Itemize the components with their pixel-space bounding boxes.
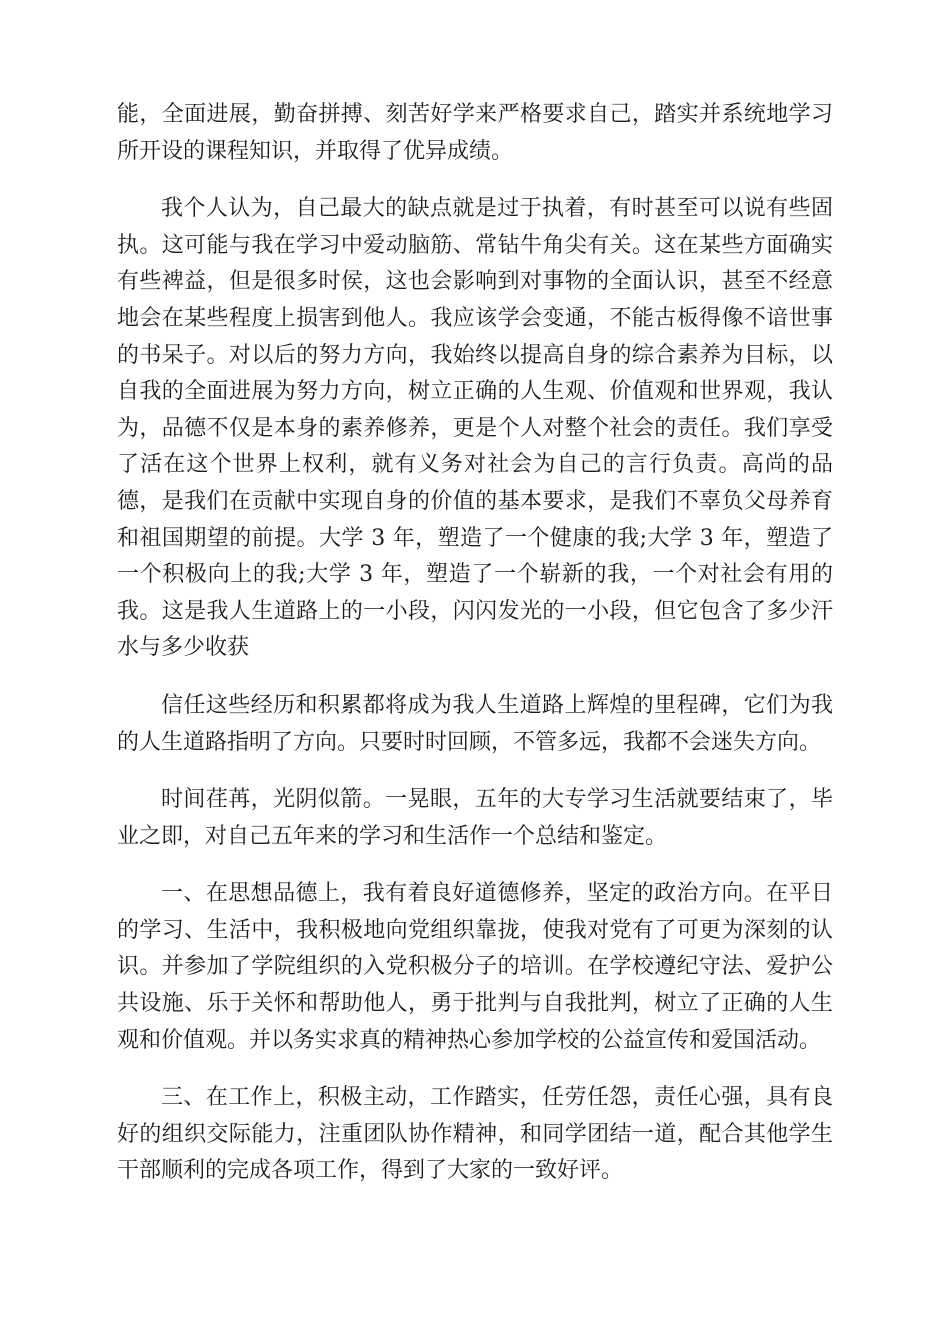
paragraph-moral-character: 一、在思想品德上，我有着良好道德修养，坚定的政治方向。在平日的学习、生活中，我积极地向党组织靠拢，使我对党有了可更为深刻的认识。并参加了学院组织的入党积极分子的培训。在学校遵纪守法、爱护公共设施、乐于关怀和帮助他人，勇于批判与自我批判，树立了正确的人生观和价值观。并以务实求真的精神热心参加学校的公益宣传和爱国活动。 — [117, 881, 833, 1053]
paragraph-shortcomings: 我个人认为，自己最大的缺点就是过于执着，有时甚至可以说有些固执。这可能与我在学习中爱动脑筋、常钻牛角尖有关。这在某些方面确实有些裨益，但是很多时侯，这也会影响到对事物的全面认识，甚至不经意地会在某些程度上损害到他人。我应该学会变通，不能古板得像不谙世事的书呆子。对以后的努力方向，我始终以提高自身的综合素养为目标，以自我的全面进展为努力方向，树立正确的人生观、价值观和世界观，我认为，品德不仅是本身的素养修养，更是个人对整个社会的责任。我们享受了活在这个世界上权利，就有义务对社会为自己的言行负责。高尚的品德，是我们在贡献中实现自身的价值的基本要求，是我们不辜负父母养育和祖国期望的前提。大学 3 年，塑造了一个健康的我;大学 3 年，塑造了一个积极向上的我;大学 3 年，塑造了一个崭新的我，一个对社会有用的我。这是我人生道路上的一小段，闪闪发光的一小段，但它包含了多少汗水与多少收获 — [117, 196, 833, 661]
paragraph-time-flies: 时间荏苒，光阴似箭。一晃眼，五年的大专学习生活就要结束了，毕业之即，对自己五年来的学习和生活作一个总结和鉴定。 — [117, 787, 833, 849]
paragraph-continuation: 能，全面进展，勤奋拼搏、刻苦好学来严格要求自己，踏实并系统地学习所开设的课程知识，并取得了优异成绩。 — [117, 102, 833, 164]
document-body — [117, 97, 833, 1211]
paragraph-work: 三、在工作上，积极主动，工作踏实，任劳任怨，责任心强，具有良好的组织交际能力，注重团队协作精神，和同学团结一道，配合其他学生干部顺利的完成各项工作，得到了大家的一致好评。 — [117, 1085, 833, 1184]
paragraph-milestones: 信任这些经历和积累都将成为我人生道路上辉煌的里程碑，它们为我的人生道路指明了方向。只要时时回顾，不管多远，我都不会迷失方向。 — [117, 692, 833, 755]
